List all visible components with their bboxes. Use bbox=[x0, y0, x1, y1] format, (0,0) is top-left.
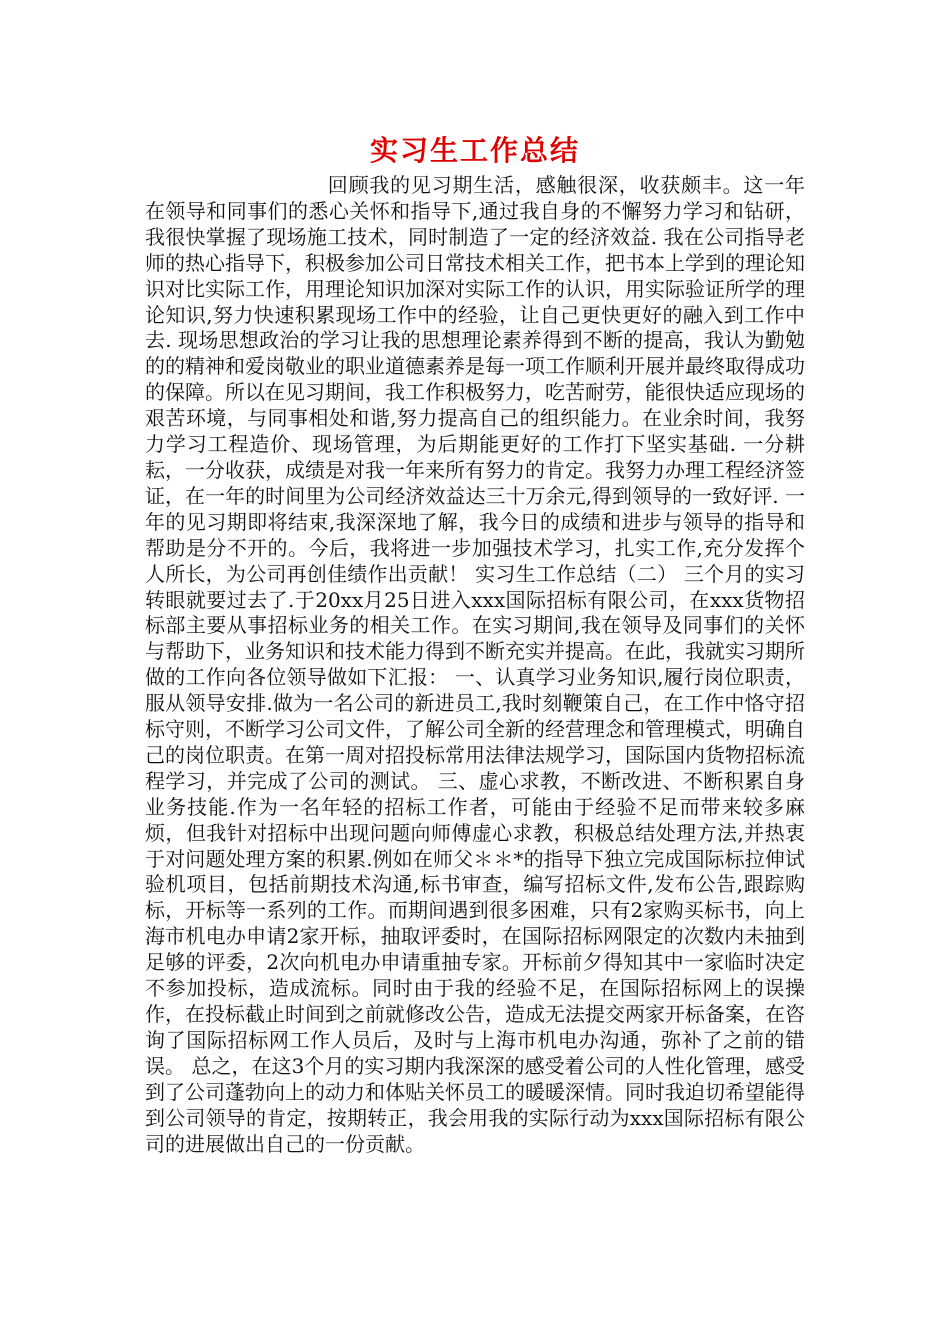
document-title: 实习生工作总结 bbox=[369, 134, 580, 167]
document-body-text: 回顾我的见习期生活，感触很深，收获颇丰。这一年在领导和同事们的悉心关怀和指导下,通过我自身的不懈努力学习和钻研，我很快掌握了现场施工技术，同时制造了一定的经济效益. 我在公司指导老师的热心指导下，积极参加公司日常技术相关工作，把书本上学到的理论知识对比实际工作，用理论知识加深对实际工作的认识，用实际验证所学的理论知识,努力快速积累现场工作中的经验，让自己更快更好的融入到工作中去. 现场思想政治的学习让我的思想理论素养得到不断的提高，我认为勤勉的的精神和爱岗敬业的职业道德素养是每一项工作顺利开展并最终取得成功的保障。所以在见习期间，我工作积极努力，吃苦耐劳，能很快适应现场的艰苦环境，与同事相处和谐,努力提高自己的组织能力。在业余时间，我努力学习工程造价、现场管理，为后期能更好的工作打下坚实基础. 一分耕耘，一分收获，成绩是对我一年来所有努力的肯定。我努力办理工程经济签证，在一年的时间里为公司经济效益达三十万余元,得到领导的一致好评. 一年的见习期即将结束,我深深地了解，我今日的成绩和进步与领导的指导和帮助是分不开的。今后，我将进一步加强技术学习，扎实工作,充分发挥个人所长，为公司再创佳绩作出贡献！ 实习生工作总结（二） 三个月的实习转眼就要过去了.于20xx月25日进入xxx国际招标有限公司，在xxx货物招标部主要从事招标业务的相关工作。在实习期间,我在领导及同事们的关怀与帮助下，业务知识和技术能力得到不断充实并提高。在此，我就实习期所做的工作向各位领导做如下汇报： 一、认真学习业务知识,履行岗位职责，服从领导安排.做为一名公司的新进员工,我时刻鞭策自己，在工作中恪守招标守则，不断学习公司文件，了解公司全新的经营理念和管理模式，明确自己的岗位职责。在第一周对招投标常用法律法规学习，国际国内货物招标流程学习，并完成了公司的测试。 三、虚心求教，不断改进、不断积累自身业务技能.作为一名年轻的招标工作者，可能由于经验不足而带来较多麻烦，但我针对招标中出现问题向师傅虚心求教，积极总结处理方法,并热衷于对问题处理方案的积累.例如在师父＊＊*的指导下独立完成国际标拉伸试验机项目，包括前期技术沟通,标书审查，编写招标文件,发布公告,跟踪购标，开标等一系列的工作。而期间遇到很多困难，只有2家购买标书，向上海市机电办申请2家开标，抽取评委时，在国际招标网限定的次数内未抽到足够的评委，2次向机电办申请重抽专家。开标前夕得知其中一家临时决定不参加投标，造成流标。同时由于我的经验不足，在国际招标网上的误操作，在投标截止时间到之前就修改公告，造成无法提交两家开标备案，在咨询了国际招标网工作人员后，及时与上海市机电办沟通，弥补了之前的错误。 总之，在这3个月的实习期内我深深的感受着公司的人性化管理，感受到了公司蓬勃向上的动力和体贴关怀员工的暖暖深情。同时我迫切希望能得到公司领导的肯定，按期转正，我会用我的实际行动为xxx国际招标有限公司的进展做出自己的一份贡献。 bbox=[145, 173, 805, 1156]
document-body bbox=[145, 173, 805, 1157]
